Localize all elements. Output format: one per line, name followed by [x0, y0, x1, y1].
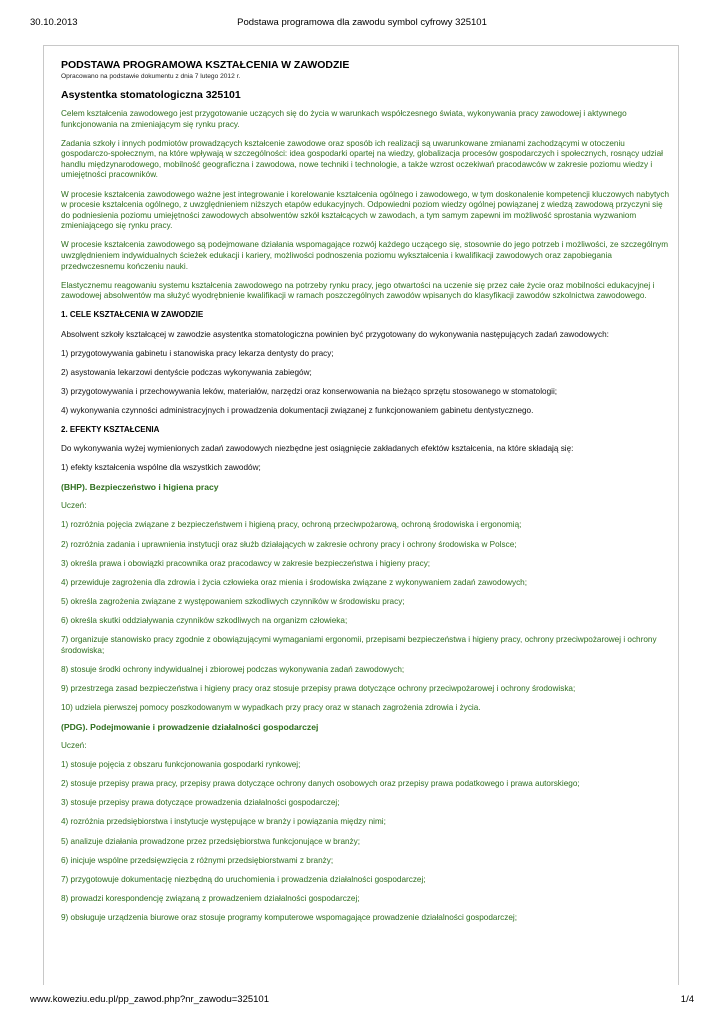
list-item: 7) organizuje stanowisko pracy zgodnie z obowiązującymi wymaganiami ergonomii, przepisami bezpieczeństwa i higieny pracy, ochrony przeciwpożarowej i ochrony środowiska; — [61, 635, 657, 655]
intro-paragraph: Celem kształcenia zawodowego jest przygotowanie uczących się do życia w warunkach współczesnego świata, wykonywania pracy zawodowej i aktywnego funkcjonowania na zmieniającym się rynku pracy. — [61, 109, 627, 129]
student-label: Uczeń: — [61, 501, 87, 511]
list-item: 8) prowadzi korespondencję związaną z prowadzeniem działalności gospodarczej; — [61, 893, 360, 903]
print-date: 30.10.2013 — [30, 17, 78, 28]
list-item: 2) rozróżnia zadania i uprawnienia instytucji oraz służb działających w zakresie ochrony pracy i ochrony środowiska w Polsce; — [61, 539, 517, 549]
list-item: 3) określa prawa i obowiązki pracownika oraz pracodawcy w zakresie bezpieczeństwa i higieny pracy; — [61, 558, 431, 568]
list-item: 9) obsługuje urządzenia biurowe oraz stosuje programy komputerowe wspomagające prowadzenie działalności gospodarczej; — [61, 912, 518, 922]
intro-paragraph: Zadania szkoły i innych podmiotów prowadzących kształcenie zawodowe oraz sposób ich realizacji są uwarunkowane zmianami zachodzącymi w otoczeniu gospodarczo-społecznym, na które wpływają w szczególności: idea gospodarki opartej na wiedzy, globalizacja procesów gospodarczych i społecznych, rosnący udział handlu międzynarodowego, mobilność geograficzna i zawodowa, nowe techniki i technologie, a także wzrost oczekiwań pracodawców w zakresie poziomu wiedzy i umiejętności pracowników. — [61, 138, 663, 180]
list-item: 8) stosuje środki ochrony indywidualnej i zbiorowej podczas wykonywania zadań zawodowych; — [61, 664, 405, 674]
list-item: 9) przestrzega zasad bezpieczeństwa i higieny pracy oraz stosuje przepisy prawa dotyczące ochrony przeciwpożarowej i ochrony środowiska; — [61, 683, 576, 693]
list-item: 6) określa skutki oddziaływania czynników szkodliwych na organizm człowieka; — [61, 615, 348, 625]
list-item: 5) określa zagrożenia związane z występowaniem szkodliwych czynników w środowisku pracy; — [61, 596, 405, 606]
intro-paragraph: W procesie kształcenia zawodowego ważne jest integrowanie i korelowanie kształcenia ogólnego i zawodowego, w tym doskonalenie kompetencji kluczowych nabytych w procesie kształcenia ogólnego, z uwzględnieniem niższych etapów edukacyjnych. Odpowiedni poziom wiedzy ogólnej powiązanej z wiedzą zawodową przyczyni się do podniesienia poziomu umiejętności zawodowych absolwentów szkół kształcących w zawodach, a tym samym zapewni im możliwość sprostania wyzwaniom zmieniającego się rynku pracy. — [61, 189, 670, 231]
area-heading-pdg: (PDG). Podejmowanie i prowadzenie działalności gospodarczej — [61, 721, 319, 732]
section-lead: Absolwent szkoły kształcącej w zawodzie asystentka stomatologiczna powinien być przygotowany do wykonywania następujących zadań zawodowych: — [61, 329, 609, 339]
list-item: 4) rozróżnia przedsiębiorstwa i instytucje występujące w branży i powiązania między nimi; — [61, 817, 386, 827]
intro-paragraph: W procesie kształcenia zawodowego są podejmowane działania wspomagające rozwój każdego uczącego się, stosownie do jego potrzeb i możliwości, ze szczególnym uwzględnieniem indywidualnych ścieżek edukacji i kariery, możliwości podnoszenia poziomu wykształcenia i kwalifikacji zawodowych oraz zapobiegania przedwczesnemu kończeniu nauki. — [61, 240, 669, 271]
list-item: 1) efekty kształcenia wspólne dla wszystkich zawodów; — [61, 463, 261, 473]
list-item: 7) przygotowuje dokumentację niezbędną do uruchomienia i prowadzenia działalności gospodarczej; — [61, 874, 426, 884]
section-lead: Do wykonywania wyżej wymienionych zadań zawodowych niezbędne jest osiągnięcie zakładanych efektów kształcenia, na które składają się: — [61, 444, 574, 454]
list-item: 2) asystowania lekarzowi dentyście podczas wykonywania zabiegów; — [61, 367, 312, 377]
list-item: 2) stosuje przepisy prawa pracy, przepisy prawa dotyczące ochrony danych osobowych oraz przepisy prawa podatkowego i prawa autorskiego; — [61, 779, 580, 789]
document-subtitle: Opracowano na podstawie dokumentu z dnia 7 lutego 2012 r. — [61, 73, 241, 80]
list-item: 10) udziela pierwszej pomocy poszkodowanym w wypadkach przy pracy oraz w stanach zagrożenia zdrowia i życia. — [61, 702, 481, 712]
list-item: 6) inicjuje wspólne przedsięwzięcia z różnymi przedsiębiorstwami z branży; — [61, 855, 334, 865]
section-heading: 2. EFEKTY KSZTAŁCENIA — [61, 424, 160, 434]
intro-paragraph: Elastycznemu reagowaniu systemu kształcenia zawodowego na potrzeby rynku pracy, jego otwartości na uczenie się przez całe życie oraz mobilności edukacyjnej i zawodowej absolwentów ma służyć wyodrębnienie kwalifikacji w ramach poszczególnych zawodów wpisanych do klasyfikacji zawodów szkolnictwa zawodowego. — [61, 280, 655, 301]
section-heading: 1. CELE KSZTAŁCENIA W ZAWODZIE — [61, 310, 204, 320]
list-item: 1) przygotowywania gabinetu i stanowiska pracy lekarza dentysty do pracy; — [61, 348, 334, 358]
profession-title: Asystentka stomatologiczna 325101 — [61, 89, 241, 101]
document-title: PODSTAWA PROGRAMOWA KSZTAŁCENIA W ZAWODZIE — [61, 59, 350, 71]
list-item: 4) przewiduje zagrożenia dla zdrowia i życia człowieka oraz mienia i środowiska związane z wykonywaniem zadań zawodowych; — [61, 577, 527, 587]
print-header — [30, 17, 694, 31]
print-url[interactable]: www.koweziu.edu.pl/pp_zawod.php?nr_zawodu=325101 — [30, 994, 269, 1005]
document-content — [61, 59, 673, 932]
list-item: 1) stosuje pojęcia z obszaru funkcjonowania gospodarki rynkowej; — [61, 760, 301, 770]
list-item: 4) wykonywania czynności administracyjnych i prowadzenia dokumentacji związanej z funkcjonowaniem gabinetu dentystycznego. — [61, 405, 534, 415]
student-label: Uczeń: — [61, 741, 87, 751]
list-item: 1) rozróżnia pojęcia związane z bezpieczeństwem i higieną pracy, ochroną przeciwpożarową, ochroną środowiska i ergonomią; — [61, 520, 522, 530]
print-title: Podstawa programowa dla zawodu symbol cyfrowy 325101 — [237, 17, 487, 28]
list-item: 5) analizuje działania prowadzone przez przedsiębiorstwa funkcjonujące w branży; — [61, 836, 361, 846]
area-heading-bhp: (BHP). Bezpieczeństwo i higiena pracy — [61, 482, 219, 493]
list-item: 3) stosuje przepisy prawa dotyczące prowadzenia działalności gospodarczej; — [61, 798, 340, 808]
page-number: 1/4 — [680, 994, 694, 1005]
list-item: 3) przygotowywania i przechowywania leków, materiałów, narzędzi oraz konserwowania na bieżąco sprzętu stosowanego w stomatologii; — [61, 386, 558, 396]
print-footer — [30, 994, 694, 1008]
